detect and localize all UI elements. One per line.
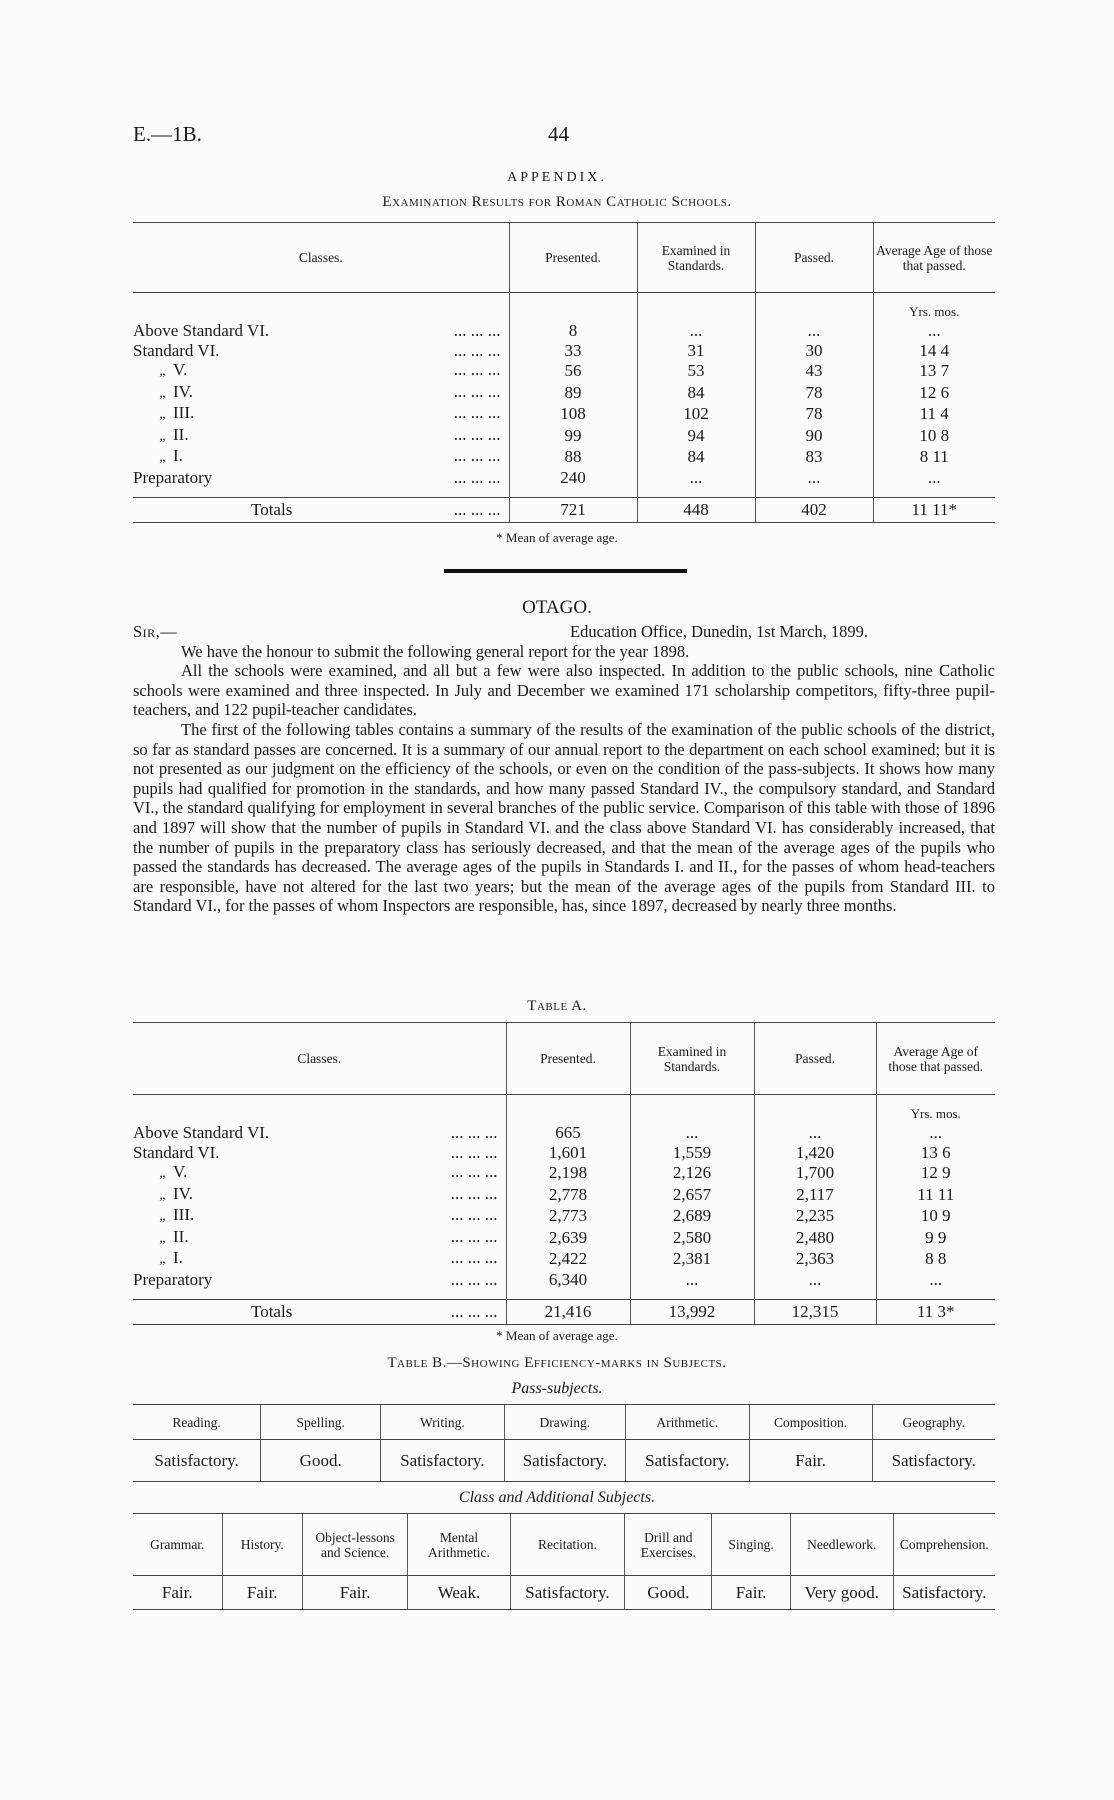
class-label <box>133 1143 506 1163</box>
age-cell: 13 6 <box>876 1143 995 1163</box>
passed-cell: 90 <box>755 425 873 447</box>
pass-subjects-label: Pass-subjects. <box>511 1380 603 1397</box>
ditto-mark: „ <box>159 450 167 465</box>
passed-cell: 78 <box>755 403 873 425</box>
column-header: Classes. <box>297 1051 342 1066</box>
examined-cell: ... <box>630 1270 754 1290</box>
efficiency-mark: Fair. <box>133 1576 222 1610</box>
total-passed-cell: 402 <box>755 498 873 523</box>
subject-header: History. <box>222 1514 302 1576</box>
spacer-row <box>133 293 995 304</box>
totals-row <box>133 1300 995 1325</box>
presented-cell: 2,198 <box>506 1162 630 1184</box>
passed-cell: 83 <box>755 446 873 468</box>
efficiency-mark: Fair. <box>222 1576 302 1610</box>
ditto-mark: „ <box>159 385 167 401</box>
dateline: Education Office, Dunedin, 1st March, 1899. <box>570 622 868 641</box>
passed-cell: 2,480 <box>754 1227 876 1249</box>
class-name: II. <box>173 1226 189 1246</box>
appendix-footnote: * Mean of average age. <box>496 530 618 545</box>
examined-cell: 84 <box>637 446 755 468</box>
spacer-cell <box>506 1289 630 1300</box>
salutation: Sir,— <box>133 622 178 641</box>
passed-cell: 78 <box>755 382 873 404</box>
class-name: IV. <box>173 1183 193 1203</box>
table-row <box>133 1270 995 1290</box>
spacer-cell <box>754 1095 876 1106</box>
class-name: Standard VI. <box>133 1142 220 1162</box>
subject-header: Needlework. <box>790 1514 893 1576</box>
examined-cell: 2,126 <box>630 1162 754 1184</box>
table-row <box>133 1123 995 1143</box>
presented-cell: 108 <box>509 403 637 425</box>
leader-dots: ... ... ... <box>450 1142 498 1162</box>
leader-dots: ... ... ... <box>453 500 501 519</box>
efficiency-mark: Satisfactory. <box>626 1440 749 1482</box>
totals-text: Totals <box>251 1302 293 1321</box>
subject-header: Grammar. <box>133 1514 222 1576</box>
total-presented-cell: 21,416 <box>506 1300 630 1325</box>
spacer-cell <box>506 1105 630 1123</box>
leader-dots: ... ... ... <box>453 424 501 444</box>
efficiency-mark: Very good. <box>790 1576 893 1610</box>
class-name: III. <box>173 1205 195 1224</box>
units-label: Yrs. mos. <box>873 303 995 321</box>
class-label <box>133 382 509 404</box>
leader-dots: ... ... ... <box>450 1226 498 1246</box>
spacer-cell <box>637 487 755 498</box>
table-row <box>133 1205 995 1227</box>
class-label <box>133 1184 506 1206</box>
leader-dots: ... ... ... <box>450 1269 498 1289</box>
paragraph: The first of the following tables contains a summary of the results of the examination of the public schools of the district, so far as standard passes are concerned. It is a summary of our annual report to the department on each school examined; but it is not presented as our judgment on the efficiency of the schools, or even on the condition of the pass-subjects. It shows how many pupils had qualified for promotion in the standards, and how many passed Standard IV., the compulsory standard, and Standard VI., the standard qualifying for employment in several branches of the public service. Comparison of this table with those of 1896 and 1897 will show that the number of pupils in Standard VI. and the class above Standard VI. has considerably increased, that the number of pupils in the preparatory class has seriously decreased, and that the mean of the average ages of the pupils who passed the standards has decreased. The average ages of the pupils in Standards I. and II., for the passes of whom head-teachers are responsible, have not altered for the last two years; but the mean of the average ages of the pupils from Standard III. to Standard VI., for the passes of whom Inspectors are responsible, has, since 1897, decreased by nearly three months. <box>133 719 995 916</box>
efficiency-mark: Satisfactory. <box>133 1440 261 1482</box>
table-row <box>133 1143 995 1163</box>
age-cell: 12 6 <box>873 382 995 404</box>
leader-dots: ... ... ... <box>450 1183 498 1203</box>
spacer-cell <box>755 487 873 498</box>
table-row <box>133 468 995 488</box>
passed-cell: 30 <box>755 341 873 361</box>
spacer-cell <box>754 1105 876 1123</box>
totals-row <box>133 498 995 523</box>
spacer-cell <box>133 1289 506 1300</box>
passed-cell: 2,117 <box>754 1184 876 1206</box>
spacer-row <box>133 1289 995 1300</box>
age-cell: 10 9 <box>876 1205 995 1227</box>
presented-cell: 89 <box>509 382 637 404</box>
units-row <box>133 303 995 321</box>
subject-header: Drill and Exercises. <box>625 1514 712 1576</box>
passed-cell: 1,420 <box>754 1143 876 1163</box>
table-a-title: Table A. <box>527 998 587 1014</box>
table-row <box>133 1162 995 1184</box>
presented-cell: 8 <box>509 321 637 341</box>
spacer-cell <box>133 293 509 304</box>
column-header: Presented. <box>506 1023 630 1095</box>
examined-cell: 53 <box>637 360 755 382</box>
table-row <box>133 382 995 404</box>
spacer-cell <box>630 1289 754 1300</box>
leader-dots: ... ... ... <box>453 467 501 487</box>
table-row <box>133 360 995 382</box>
examined-cell: 94 <box>637 425 755 447</box>
presented-cell: 1,601 <box>506 1143 630 1163</box>
efficiency-mark: Fair. <box>749 1440 872 1482</box>
units-row <box>133 1105 995 1123</box>
appendix-title: Examination Results for Roman Catholic Schools. <box>382 194 732 210</box>
age-cell: ... <box>876 1123 995 1143</box>
examined-cell: 2,580 <box>630 1227 754 1249</box>
leader-dots: ... ... ... <box>450 1162 498 1181</box>
passed-cell: ... <box>754 1123 876 1143</box>
passed-cell: ... <box>754 1270 876 1290</box>
paragraph: All the schools were examined, and all but a few were also inspected. In addition to the public schools, nine Catholic schools were examined and three inspected. In July and December we examined 171 scholarship competitors, fifty-three pupil-teachers, and 122 pupil-teacher candidates. <box>133 661 995 720</box>
passed-cell: 2,235 <box>754 1205 876 1227</box>
class-name: III. <box>173 403 195 422</box>
class-label <box>133 1162 506 1184</box>
ditto-mark: „ <box>159 364 167 379</box>
table-row <box>133 321 995 341</box>
spacer-cell <box>873 487 995 498</box>
ditto-mark: „ <box>159 428 167 444</box>
table-row <box>133 403 995 425</box>
ditto-mark: „ <box>159 1187 167 1203</box>
class-name: II. <box>173 424 189 444</box>
spacer-cell <box>755 293 873 304</box>
table-row <box>133 1248 995 1270</box>
class-subjects-label: Class and Additional Subjects. <box>458 1489 656 1506</box>
table-a-footnote: * Mean of average age. <box>496 1328 618 1343</box>
class-name: Above Standard VI. <box>133 1123 270 1142</box>
class-name: V. <box>173 1162 188 1181</box>
examined-cell: 2,381 <box>630 1248 754 1270</box>
spacer-row <box>133 1095 995 1106</box>
age-cell: 10 8 <box>873 425 995 447</box>
letter-body <box>133 622 995 916</box>
spacer-cell <box>133 487 509 498</box>
class-label <box>133 360 509 382</box>
presented-cell: 665 <box>506 1123 630 1143</box>
column-header: Passed. <box>755 223 873 293</box>
spacer-cell <box>754 1289 876 1300</box>
column-header: Examined in Standards. <box>630 1023 754 1095</box>
ditto-mark: „ <box>159 1252 167 1267</box>
table-row <box>133 341 995 361</box>
total-examined-cell: 13,992 <box>630 1300 754 1325</box>
ditto-mark: „ <box>159 1230 167 1246</box>
subject-header: Mental Arithmetic. <box>408 1514 510 1576</box>
age-cell: 13 7 <box>873 360 995 382</box>
document-reference: E.—1B. <box>133 122 202 146</box>
spacer-cell <box>509 303 637 321</box>
column-header: Examined in Standards. <box>637 223 755 293</box>
subject-header: Spelling. <box>261 1405 381 1440</box>
class-name: I. <box>173 446 183 465</box>
efficiency-mark: Satisfactory. <box>381 1440 504 1482</box>
efficiency-mark: Satisfactory. <box>510 1576 625 1610</box>
total-age-cell: 11 11* <box>873 498 995 523</box>
leader-dots: ... ... ... <box>450 1205 498 1224</box>
column-header: Average Age of those that passed. <box>873 223 995 293</box>
total-examined-cell: 448 <box>637 498 755 523</box>
spacer-cell <box>509 487 637 498</box>
presented-cell: 240 <box>509 468 637 488</box>
totals-text: Totals <box>251 500 293 519</box>
spacer-cell <box>509 293 637 304</box>
totals-label <box>133 1300 506 1325</box>
examined-cell: 102 <box>637 403 755 425</box>
class-label <box>133 403 509 425</box>
presented-cell: 2,422 <box>506 1248 630 1270</box>
class-name: V. <box>173 360 188 379</box>
efficiency-mark: Good. <box>625 1576 712 1610</box>
spacer-cell <box>133 1105 506 1123</box>
subject-header: Composition. <box>749 1405 872 1440</box>
age-cell: 8 8 <box>876 1248 995 1270</box>
total-passed-cell: 12,315 <box>754 1300 876 1325</box>
presented-cell: 56 <box>509 360 637 382</box>
presented-cell: 2,773 <box>506 1205 630 1227</box>
passed-cell: ... <box>755 468 873 488</box>
totals-label <box>133 498 509 523</box>
examined-cell: ... <box>637 468 755 488</box>
spacer-cell <box>873 293 995 304</box>
column-header: Classes. <box>298 250 343 265</box>
examined-cell: 31 <box>637 341 755 361</box>
examined-cell: 2,689 <box>630 1205 754 1227</box>
column-header: Average Age of those that passed. <box>876 1023 995 1095</box>
table-b-title: Table B.—Showing Efficiency-marks in Subjects. <box>387 1355 727 1371</box>
total-age-cell: 11 3* <box>876 1300 995 1325</box>
passed-cell: 1,700 <box>754 1162 876 1184</box>
subject-header: Reading. <box>133 1405 261 1440</box>
class-name: I. <box>173 1248 183 1267</box>
age-cell: ... <box>876 1270 995 1290</box>
table-row <box>133 425 995 447</box>
total-presented-cell: 721 <box>509 498 637 523</box>
ditto-mark: „ <box>159 407 167 422</box>
age-cell: 11 4 <box>873 403 995 425</box>
subject-header: Drawing. <box>504 1405 626 1440</box>
passed-cell: ... <box>755 321 873 341</box>
class-label <box>133 321 509 341</box>
presented-cell: 2,778 <box>506 1184 630 1206</box>
table-a <box>133 1022 995 1325</box>
leader-dots: ... ... ... <box>450 1302 498 1321</box>
age-cell: 12 9 <box>876 1162 995 1184</box>
subject-header: Comprehension. <box>893 1514 995 1576</box>
subject-header: Object-lessons and Science. <box>302 1514 408 1576</box>
table-row <box>133 1184 995 1206</box>
efficiency-mark: Satisfactory. <box>504 1440 626 1482</box>
subject-header: Writing. <box>381 1405 504 1440</box>
appendix-label: APPENDIX. <box>507 170 607 185</box>
leader-dots: ... ... ... <box>453 360 501 379</box>
age-cell: 9 9 <box>876 1227 995 1249</box>
leader-dots: ... ... ... <box>453 446 501 465</box>
efficiency-mark: Weak. <box>408 1576 510 1610</box>
efficiency-mark: Fair. <box>712 1576 791 1610</box>
page-number: 44 <box>548 122 569 146</box>
spacer-row <box>133 487 995 498</box>
ditto-mark: „ <box>159 1209 167 1224</box>
subject-header: Geography. <box>872 1405 995 1440</box>
age-cell: 11 11 <box>876 1184 995 1206</box>
presented-cell: 99 <box>509 425 637 447</box>
age-cell: 14 4 <box>873 341 995 361</box>
presented-cell: 88 <box>509 446 637 468</box>
spacer-cell <box>630 1095 754 1106</box>
spacer-cell <box>506 1095 630 1106</box>
units-label: Yrs. mos. <box>876 1105 995 1123</box>
leader-dots: ... ... ... <box>453 381 501 401</box>
presented-cell: 2,639 <box>506 1227 630 1249</box>
leader-dots: ... ... ... <box>450 1248 498 1267</box>
leader-dots: ... ... ... <box>453 340 501 360</box>
efficiency-mark: Satisfactory. <box>893 1576 995 1610</box>
class-label <box>133 468 509 488</box>
spacer-cell <box>755 303 873 321</box>
passed-cell: 2,363 <box>754 1248 876 1270</box>
spacer-cell <box>133 303 509 321</box>
class-label <box>133 425 509 447</box>
table-row <box>133 446 995 468</box>
leader-dots: ... ... ... <box>450 1123 498 1142</box>
leader-dots: ... ... ... <box>453 403 501 422</box>
examined-cell: ... <box>630 1123 754 1143</box>
ditto-mark: „ <box>159 1166 167 1181</box>
age-cell: ... <box>873 321 995 341</box>
class-label <box>133 1227 506 1249</box>
age-cell: ... <box>873 468 995 488</box>
class-label <box>133 1248 506 1270</box>
examined-cell: 1,559 <box>630 1143 754 1163</box>
class-label <box>133 446 509 468</box>
age-cell: 8 11 <box>873 446 995 468</box>
passed-cell: 43 <box>755 360 873 382</box>
table-row <box>133 1227 995 1249</box>
spacer-cell <box>876 1095 995 1106</box>
class-name: Preparatory <box>133 1269 213 1289</box>
spacer-cell <box>637 303 755 321</box>
presented-cell: 6,340 <box>506 1270 630 1290</box>
section-divider <box>444 569 687 573</box>
section-heading: OTAGO. <box>522 597 592 618</box>
class-label <box>133 1123 506 1143</box>
class-label <box>133 1270 506 1290</box>
column-header: Presented. <box>509 223 637 293</box>
spacer-cell <box>876 1289 995 1300</box>
class-name: IV. <box>173 381 193 401</box>
presented-cell: 33 <box>509 341 637 361</box>
pass-subjects-table <box>133 1404 995 1482</box>
spacer-cell <box>637 293 755 304</box>
column-header: Passed. <box>754 1023 876 1095</box>
leader-dots: ... ... ... <box>453 321 501 340</box>
class-name: Above Standard VI. <box>133 321 270 340</box>
efficiency-mark: Fair. <box>302 1576 408 1610</box>
examined-cell: ... <box>637 321 755 341</box>
examined-cell: 2,657 <box>630 1184 754 1206</box>
class-name: Preparatory <box>133 467 213 487</box>
subject-header: Singing. <box>712 1514 791 1576</box>
spacer-cell <box>630 1105 754 1123</box>
subject-header: Arithmetic. <box>626 1405 749 1440</box>
class-subjects-table <box>133 1513 995 1610</box>
subject-header: Recitation. <box>510 1514 625 1576</box>
efficiency-mark: Satisfactory. <box>872 1440 995 1482</box>
class-label <box>133 1205 506 1227</box>
efficiency-mark: Good. <box>261 1440 381 1482</box>
paragraph: We have the honour to submit the following general report for the year 1898. <box>181 641 690 661</box>
spacer-cell <box>133 1095 506 1106</box>
examined-cell: 84 <box>637 382 755 404</box>
catholic-results-table <box>133 222 995 523</box>
class-label <box>133 341 509 361</box>
class-name: Standard VI. <box>133 340 220 360</box>
